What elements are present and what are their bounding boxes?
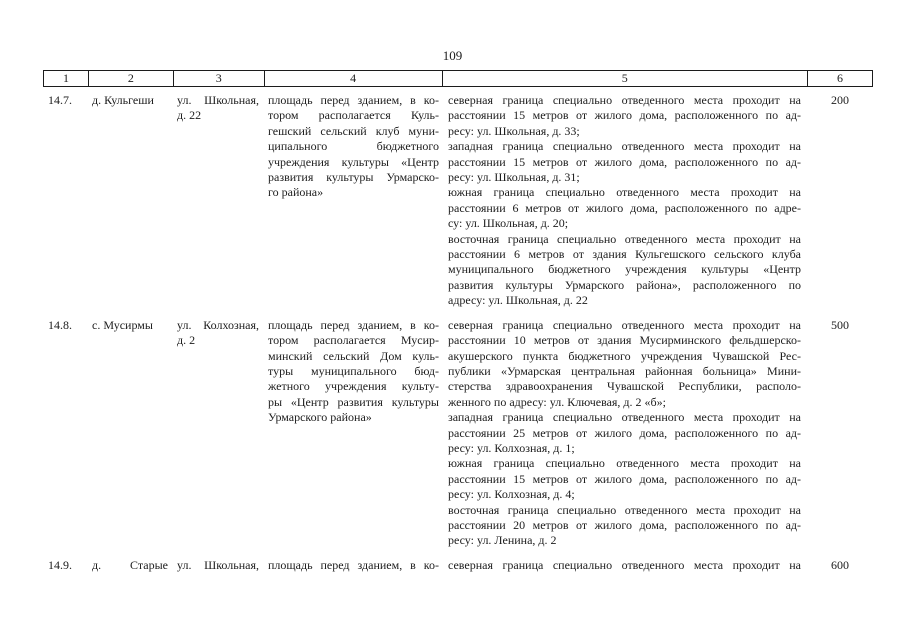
cell-street-address: [173, 93, 264, 124]
text-line: акушерского пункта бюджетного учреждения Чувашской Рес-: [448, 348, 801, 363]
text-line: женного по адресу: ул. Ключевая, д. 2 «б»;: [448, 394, 666, 409]
text-line: 14.7.: [48, 93, 72, 107]
text-line: ресу: ул. Колхозная, д. 4;: [448, 487, 575, 502]
text-line: расстоянии 15 метров от жилого дома, расположенного по ад-: [448, 108, 801, 123]
text-line: ресу: ул. Школьная, д. 31;: [448, 170, 580, 185]
cell-settlement: [88, 558, 173, 573]
text-line: гешский сельский клуб муни-: [268, 123, 439, 138]
cell-street-address: [173, 558, 264, 573]
text-line: д. Кульгеши: [92, 93, 154, 107]
text-line: восточная граница специально отведенного места проходит на: [448, 502, 801, 517]
text-line: ул. Школьная,: [177, 557, 259, 572]
text-line: расстоянии 6 метров от жилого дома, расположенного по адре-: [448, 200, 801, 215]
cell-capacity: [808, 318, 873, 333]
text-line: ул. Колхозная,: [177, 317, 259, 332]
text-line: восточная граница специально отведенного места проходит на: [448, 231, 801, 246]
text-line: муниципального бюджетного учреждения культуры «Центр: [448, 262, 801, 277]
text-line: западная граница специально отведенного места проходит на: [448, 410, 801, 425]
text-line: северная граница специально отведенного места проходит на: [448, 317, 801, 332]
cell-street-address: [173, 318, 264, 349]
cell-row-number: [43, 93, 88, 108]
text-line: су: ул. Школьная, д. 20;: [448, 216, 569, 231]
text-line: южная граница специально отведенного места проходит на: [448, 456, 801, 471]
table-header-cell-4: 4: [265, 71, 443, 86]
text-line: д. 22: [177, 108, 202, 123]
row-14-7: [43, 93, 873, 309]
text-line: 14.8.: [48, 317, 72, 332]
table-header-cell-6: 6: [808, 71, 873, 86]
text-line: расстоянии 15 метров от жилого дома, расположенного по ад-: [448, 471, 801, 486]
text-line: ул. Школьная,: [177, 93, 259, 107]
text-line: 500: [831, 317, 849, 332]
text-line: с. Мусирмы: [92, 317, 153, 332]
row-14-8: [43, 318, 873, 549]
text-line: развития культуры Урмарского района», расположенного по: [448, 277, 801, 292]
row-14-9: [43, 558, 873, 573]
text-line: д. 2: [177, 333, 196, 348]
text-line: расстоянии 25 метров от жилого дома, расположенного по ад-: [448, 425, 801, 440]
text-line: 200: [831, 93, 849, 107]
text-line: ресу: ул. Колхозная, д. 1;: [448, 440, 575, 455]
cell-settlement: [88, 318, 173, 333]
text-line: площадь перед зданием, в ко-: [268, 557, 439, 572]
cell-row-number: [43, 558, 88, 573]
text-line: расстоянии 10 метров от здания Мусирминского фельдшерско-: [448, 333, 801, 348]
cell-capacity: [808, 558, 873, 573]
table-header-row: [43, 70, 873, 87]
text-line: минский сельский Дом куль-: [268, 348, 439, 363]
text-line: адресу: ул. Школьная, д. 22: [448, 293, 588, 308]
text-line: тором располагается Куль-: [268, 108, 439, 123]
text-line: ципального бюджетного: [268, 139, 439, 154]
text-line: туры муниципального бюд-: [268, 363, 439, 378]
table-header-cell-1: 1: [44, 71, 89, 86]
text-line: расстоянии 6 метров от здания Кульгешского сельского клуба: [448, 247, 801, 262]
text-line: Урмарского района»: [268, 410, 372, 425]
cell-building-description: [264, 93, 442, 201]
text-line: площадь перед зданием, в ко-: [268, 317, 439, 332]
table-header-cell-2: 2: [89, 71, 174, 86]
cell-boundaries-description: [442, 93, 808, 309]
text-line: стерства здравоохранения Чувашской Республики, располо-: [448, 379, 801, 394]
text-line: публики «Урмарская центральная районная больница» Мини-: [448, 363, 801, 378]
cell-row-number: [43, 318, 88, 333]
text-line: площадь перед зданием, в ко-: [268, 93, 439, 107]
text-line: южная граница специально отведенного места проходит на: [448, 185, 801, 200]
cell-building-description: [264, 558, 442, 573]
text-line: северная граница специально отведенного места проходит на: [448, 93, 801, 107]
text-line: ры «Центр развития культуры: [268, 394, 439, 409]
text-line: расстоянии 15 метров от жилого дома, расположенного по ад-: [448, 154, 801, 169]
table-header-cell-3: 3: [174, 71, 265, 86]
text-line: д. Старые: [92, 557, 168, 572]
text-line: ресу: ул. Ленина, д. 2: [448, 533, 557, 548]
cell-boundaries-description: [442, 558, 808, 573]
table-body: [43, 87, 873, 573]
text-line: расстоянии 20 метров от жилого дома, расположенного по ад-: [448, 517, 801, 532]
text-line: жетного учреждения культу-: [268, 379, 439, 394]
text-line: западная граница специально отведенного места проходит на: [448, 139, 801, 154]
text-line: 14.9.: [48, 557, 72, 572]
text-line: учреждения культуры «Центр: [268, 154, 439, 169]
text-line: 600: [831, 557, 849, 572]
text-line: го района»: [268, 185, 324, 200]
page-number: 109: [442, 48, 463, 63]
cell-capacity: [808, 93, 873, 108]
table: [43, 70, 873, 573]
table-header-cell-5: 5: [443, 71, 809, 86]
text-line: северная граница специально отведенного места проходит на: [448, 557, 801, 572]
text-line: тором располагается Мусир-: [268, 333, 439, 348]
text-line: развития культуры Урмарско-: [268, 170, 439, 185]
cell-boundaries-description: [442, 318, 808, 549]
cell-building-description: [264, 318, 442, 426]
cell-settlement: [88, 93, 173, 108]
text-line: ресу: ул. Школьная, д. 33;: [448, 123, 580, 138]
